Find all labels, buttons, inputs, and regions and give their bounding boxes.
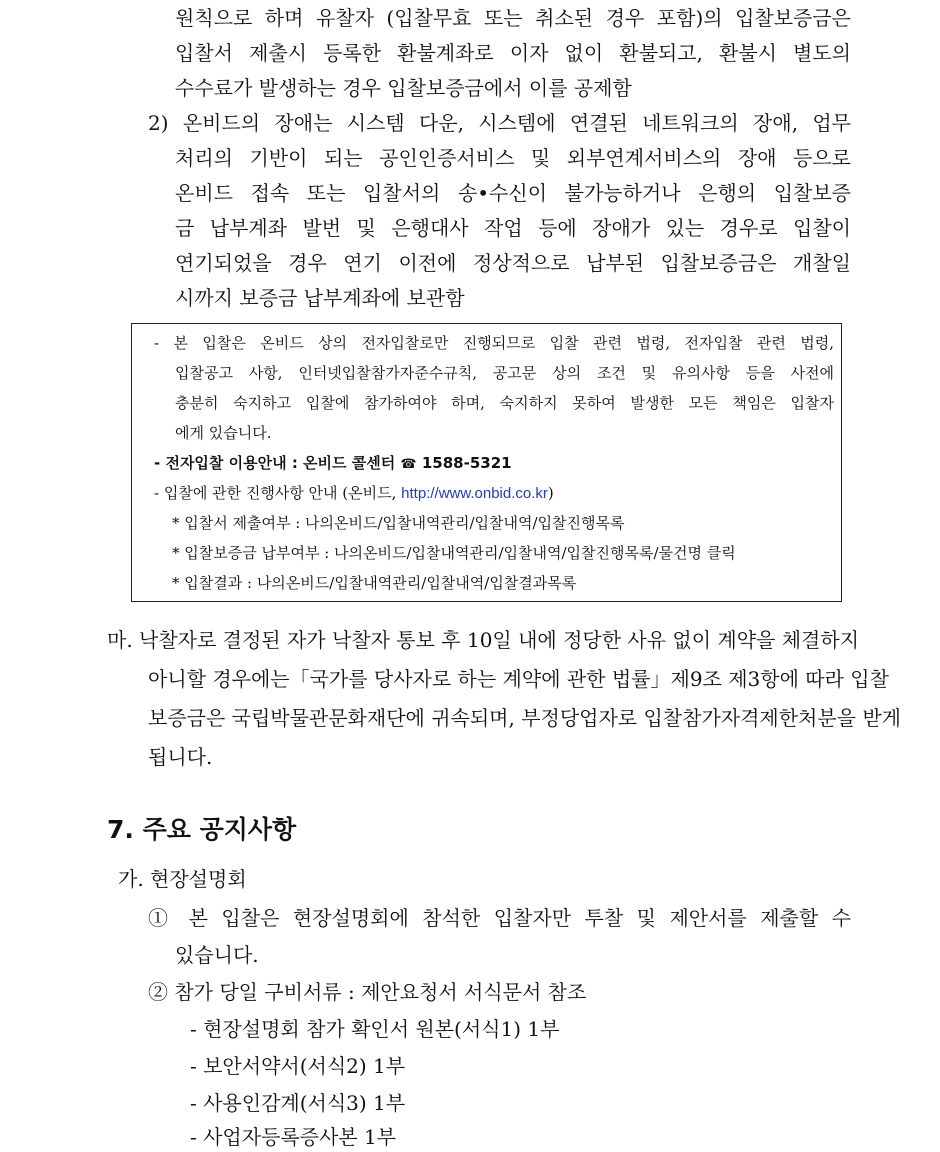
sub-item-bid-submission: * 입찰서 제출여부 : 나의온비드/입찰내역관리/입찰내역/입찰진행목록	[172, 514, 625, 532]
text-line: 원칙으로 하며 유찰자 (입찰무효 또는 취소된 경우 포함)의 입찰보증금은	[175, 6, 851, 30]
sub-item-deposit-payment: * 입찰보증금 납부여부 : 나의온비드/입찰내역관리/입찰내역/입찰진행목록/물건명 클릭	[172, 544, 736, 562]
text-line: 시까지 보증금 납부계좌에 보관함	[175, 286, 465, 310]
text-line: 보증금은 국립박물관문화재단에 귀속되며, 부정당업자로 입찰참가자격제한처분을 받게	[148, 706, 901, 730]
e-bidding-guide	[154, 452, 512, 476]
guide-label: - 전자입찰 이용안내 : 온비드 콜센터	[154, 454, 401, 472]
list-item: - 현장설명회 참가 확인서 원본(서식1) 1부	[190, 1017, 560, 1041]
list-item: - 사용인감계(서식3) 1부	[190, 1091, 406, 1115]
notice-box	[131, 323, 842, 602]
list-item: - 사업자등록증사본 1부	[190, 1125, 397, 1149]
notice-line: 입찰공고 사항, 인터넷입찰참가자준수규칙, 공고문 상의 조건 및 유의사항 등을 사전에	[175, 364, 834, 382]
notice-line: - 본 입찰은 온비드 상의 전자입찰로만 진행되므로 입찰 관련 법령, 전자입찰 관련 법령,	[154, 334, 834, 352]
text-line: 수수료가 발생하는 경우 입찰보증금에서 이를 공제함	[175, 76, 632, 100]
site-briefing-item-2: ② 참가 당일 구비서류 : 제안요청서 서식문서 참조	[148, 980, 587, 1004]
subsection-title: 가. 현장설명회	[118, 867, 247, 891]
guide-phone-number: 1588-5321	[416, 454, 512, 472]
notice-line: 에게 있습니다.	[175, 424, 272, 442]
progress-prefix: - 입찰에 관한 진행사항 안내 (온비드,	[154, 484, 402, 502]
text-line: 있습니다.	[175, 943, 259, 967]
text-line: 됩니다.	[148, 745, 213, 769]
text-line: 처리의 기반이 되는 공인인증서비스 및 외부연계서비스의 장애 등으로	[175, 146, 851, 170]
text-line: 입찰서 제출시 등록한 환불계좌로 이자 없이 환불되고, 환불시 별도의	[175, 41, 851, 65]
text-line: 연기되었을 경우 연기 이전에 정상적으로 납부된 입찰보증금은 개찰일	[175, 251, 851, 275]
phone-icon: ☎	[400, 457, 417, 472]
progress-suffix: )	[547, 484, 554, 502]
progress-guide	[154, 482, 554, 505]
text-line: 2) 온비드의 장애는 시스템 다운, 시스템에 연결된 네트워크의 장애, 업무	[148, 111, 851, 135]
text-line: 마. 낙찰자로 결정된 자가 낙찰자 통보 후 10일 내에 정당한 사유 없이 계약을 체결하지	[107, 628, 860, 652]
onbid-link[interactable]: http://www.onbid.co.kr	[401, 485, 548, 502]
notice-line: 충분히 숙지하고 입찰에 참가하여야 하며, 숙지하지 못하여 발생한 모든 책임은 입찰자	[175, 394, 834, 412]
text-line: 온비드 접속 또는 입찰서의 송•수신이 불가능하거나 은행의 입찰보증	[175, 181, 851, 205]
list-item: - 보안서약서(서식2) 1부	[190, 1054, 406, 1078]
text-line: ① 본 입찰은 현장설명회에 참석한 입찰자만 투찰 및 제안서를 제출할 수	[148, 906, 851, 930]
text-line: 아니할 경우에는「국가를 당사자로 하는 계약에 관한 법률」제9조 제3항에 따라 입찰	[148, 667, 889, 691]
text-line: 금 납부계좌 발번 및 은행대사 작업 등에 장애가 있는 경우로 입찰이	[175, 216, 851, 240]
section-heading: 7. 주요 공지사항	[107, 815, 297, 844]
sub-item-bid-result: * 입찰결과 : 나의온비드/입찰내역관리/입찰내역/입찰결과목록	[172, 574, 577, 592]
